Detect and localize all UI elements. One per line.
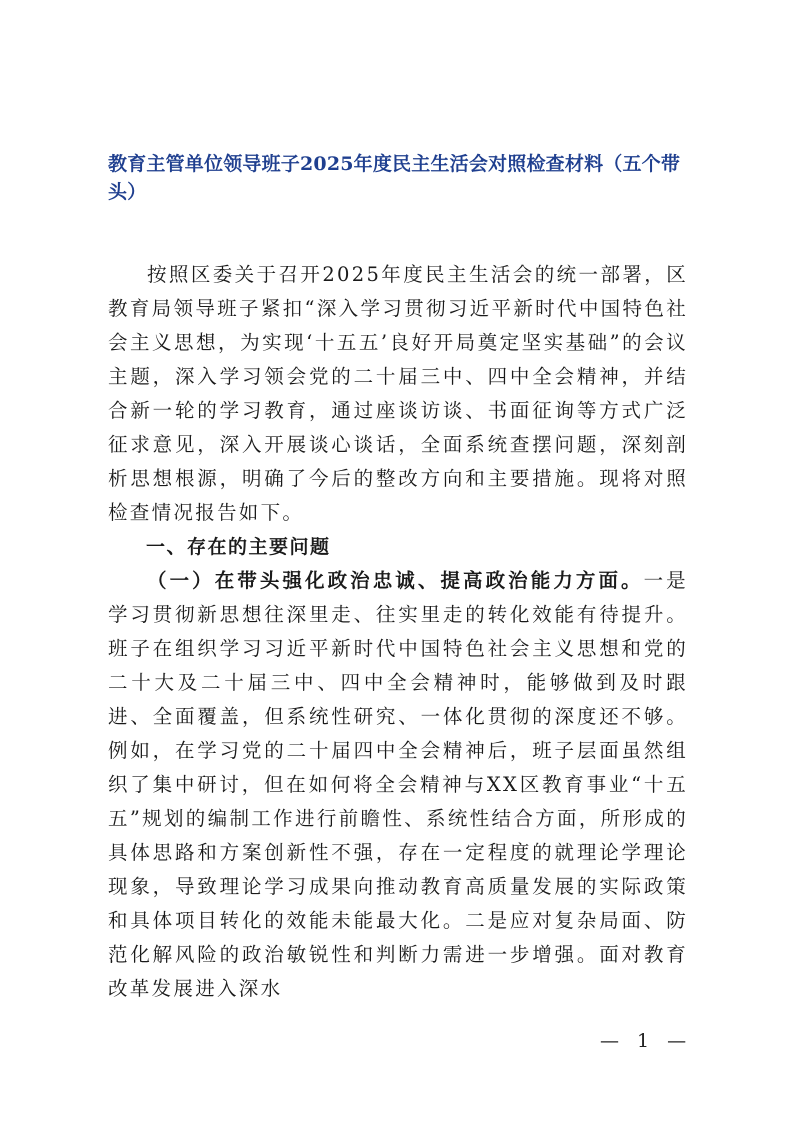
section-heading-problems: 一、存在的主要问题: [146, 536, 331, 558]
subsection-body-1: 一是学习贯彻新思想往深里走、往实里走的转化效能有待提升。班子在组织学习习近平新时代中国特色社会主义思想和党的二十大及二十届三中、四中全会精神时，能够做到及时跟进、全面覆盖，但系统性研究、一体化贯彻的深度还不够。例如，在学习党的二十届四中全会精神后，班子层面虽然组织了集中研讨，但在如何将全会精神与XX区教育事业“十五五”规划的编制工作进行前瞻性、系统性结合方面，所形成的具体思路和方案创新性不强，存在一定程度的就理论学理论现象，导致理论学习成果向推动教育高质量发展的实际政策和具体项目转化的效能未能最大化。二是应对复杂局面、防范化解风险的政治敏锐性和判断力需进一步增强。面对教育改革发展进入深水: [108, 569, 688, 1000]
document-body: [108, 258, 688, 1006]
document-title: 教育主管单位领导班子2025年度民主生活会对照检查材料（五个带头）: [108, 153, 681, 203]
intro-paragraph: 按照区委关于召开2025年度民主生活会的统一部署，区教育局领导班子紧扣“深入学习贯彻习近平新时代中国特色社会主义思想，为实现‘十五五’良好开局奠定坚实基础”的会议主题，深入学习领会党的二十届三中、四中全会精神，并结合新一轮的学习教育，通过座谈访谈、书面征询等方式广泛征求意见，深入开展谈心谈话，全面系统查摆问题，深刻剖析思想根源，明确了今后的整改方向和主要措施。现将对照检查情况报告如下。: [108, 263, 688, 524]
subsection-lead-1: （一）在带头强化政治忠诚、提高政治能力方面。: [147, 569, 644, 592]
subsection-paragraph-1: [108, 564, 688, 1006]
page-number: — 1 —: [600, 1030, 693, 1052]
